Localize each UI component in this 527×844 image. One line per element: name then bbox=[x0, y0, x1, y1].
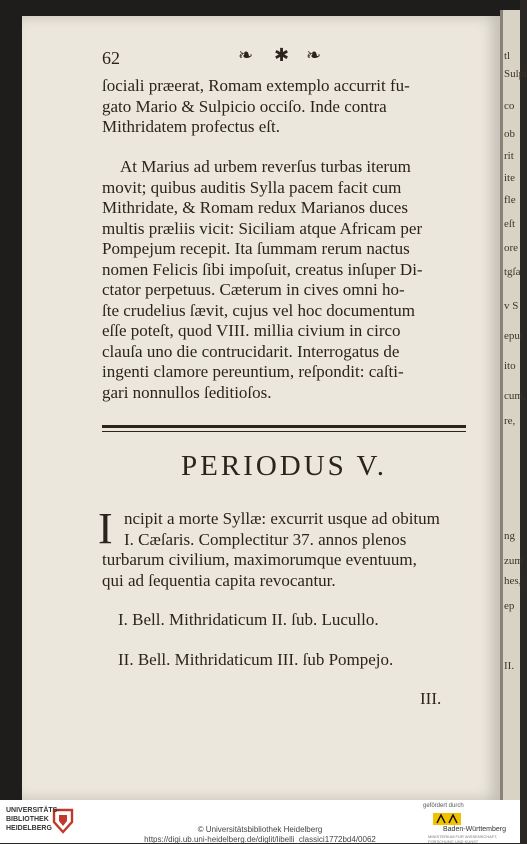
text-line: ncipit a morte Syllæ: excurrit usque ad obitum bbox=[124, 509, 440, 528]
viewer-footer bbox=[0, 800, 520, 843]
permalink[interactable]: https://digi.ub.uni-heidelberg.de/diglit/libelli_classici1772bd4/0062 bbox=[144, 835, 376, 844]
text-line: Mithridate, & Romam redux Marianos duces bbox=[102, 198, 408, 217]
copyright-notice: © Universitätsbibliothek Heidelberg bbox=[197, 825, 323, 834]
facing-page-fragment: tl bbox=[504, 50, 511, 62]
library-name-line: UNIVERSITÄTS- bbox=[6, 807, 60, 814]
library-name-line: BIBLIOTHEK bbox=[6, 816, 49, 823]
facing-page-fragment: ep bbox=[504, 600, 515, 612]
text-line: I. Cæſaris. Complectitur 37. annos plenos bbox=[124, 529, 407, 549]
text-line: movit; quibus auditis Sylla pacem facit cum bbox=[102, 177, 402, 197]
funded-by-label: gefördert durch bbox=[423, 803, 464, 809]
facing-page-fragment: tgſa bbox=[504, 266, 521, 278]
intro-paragraph bbox=[102, 509, 468, 591]
facing-page-fragment: fle bbox=[504, 194, 516, 206]
text-line: Pompejum recepit. Ita ſummam rerum nactus bbox=[102, 239, 410, 258]
facing-page-fragment: ng bbox=[504, 530, 515, 542]
facing-page-fragment: co bbox=[504, 100, 515, 112]
text-line: qui ad ſequentia capita revocantur. bbox=[102, 570, 336, 590]
text-line: At Marius ad urbem reverſus turbas iterum bbox=[120, 157, 411, 176]
ornament-center-icon: ✱ bbox=[274, 45, 290, 65]
drop-cap: I bbox=[98, 504, 113, 553]
facing-page-fragment: eſt bbox=[504, 218, 515, 230]
section-rule-thin bbox=[102, 431, 466, 432]
library-name-line: HEIDELBERG bbox=[6, 825, 52, 832]
text-line: eſſe poteſt, quod VIII. millia civium in circo bbox=[102, 321, 401, 340]
text-line: turbarum civilium, maximorumque eventuum, bbox=[102, 550, 417, 569]
funder-logo-icon bbox=[432, 812, 462, 826]
paragraph-2 bbox=[102, 157, 468, 403]
facing-page-fragment: rit bbox=[504, 150, 514, 162]
page-gutter bbox=[500, 10, 503, 800]
text-line: nomen Felicis ſibi impoſuit, creatus inſuper Di- bbox=[102, 259, 423, 279]
page-number: 62 bbox=[102, 48, 120, 68]
catchword: III. bbox=[420, 689, 442, 708]
facing-page-fragment: ito bbox=[504, 360, 516, 372]
text-line: clauſa uno die contrucidarit. Interrogatus de bbox=[102, 341, 400, 361]
text-line: ſte crudelius ſævit, cujus vel hoc documentum bbox=[102, 300, 416, 320]
text-line: gato Mario & Sulpicio occiſo. Inde contra bbox=[102, 96, 387, 116]
ornament-left-icon: ❧ bbox=[238, 45, 254, 65]
facing-page-fragment: II. bbox=[504, 660, 515, 672]
text-line: multis præliis vicit: Siciliam atque Africam per bbox=[102, 218, 423, 238]
facing-page-fragment: Sulpi bbox=[504, 68, 527, 80]
facing-page-fragment: cum, bbox=[504, 390, 526, 402]
ornament-right-icon: ❧ bbox=[306, 45, 322, 65]
facing-page-fragment: hes, bbox=[504, 575, 522, 587]
section-rule bbox=[102, 425, 466, 428]
text-line: gari nonnullos ſeditioſos. bbox=[102, 382, 272, 402]
funder-name: Baden-Württemberg bbox=[443, 826, 507, 833]
facing-page-fragment: ore bbox=[504, 242, 519, 254]
facing-page-fragment: zum bbox=[504, 555, 523, 567]
facing-page-fragment: re, bbox=[504, 415, 516, 427]
facing-page-fragment: ob bbox=[504, 128, 515, 140]
list-item: I. Bell. Mithridaticum II. ſub. Lucullo. bbox=[118, 610, 379, 629]
text-line: ſociali præerat, Romam extemplo accurrit fu- bbox=[102, 76, 410, 95]
facing-page-fragment: v S bbox=[504, 300, 519, 312]
section-heading: PERIODUS V. bbox=[181, 450, 387, 482]
facing-page-fragment: ite bbox=[504, 172, 515, 184]
facing-page-fragment: eput bbox=[504, 330, 523, 342]
list-item: II. Bell. Mithridaticum III. ſub Pompejo. bbox=[118, 650, 394, 669]
paragraph-1 bbox=[102, 76, 468, 138]
facing-page-edge bbox=[500, 10, 527, 800]
text-line: Mithridatem profectus eſt. bbox=[102, 117, 280, 136]
funder-subtitle: MINISTERIUM FÜR WISSENSCHAFT, FORSCHUNG UND KUNST bbox=[428, 834, 498, 844]
text-line: ingenti clamore pereuntium, reſpondit: caſti- bbox=[102, 362, 404, 381]
text-line: ctator perpetuus. Cæterum in cives omni ho- bbox=[102, 280, 405, 299]
